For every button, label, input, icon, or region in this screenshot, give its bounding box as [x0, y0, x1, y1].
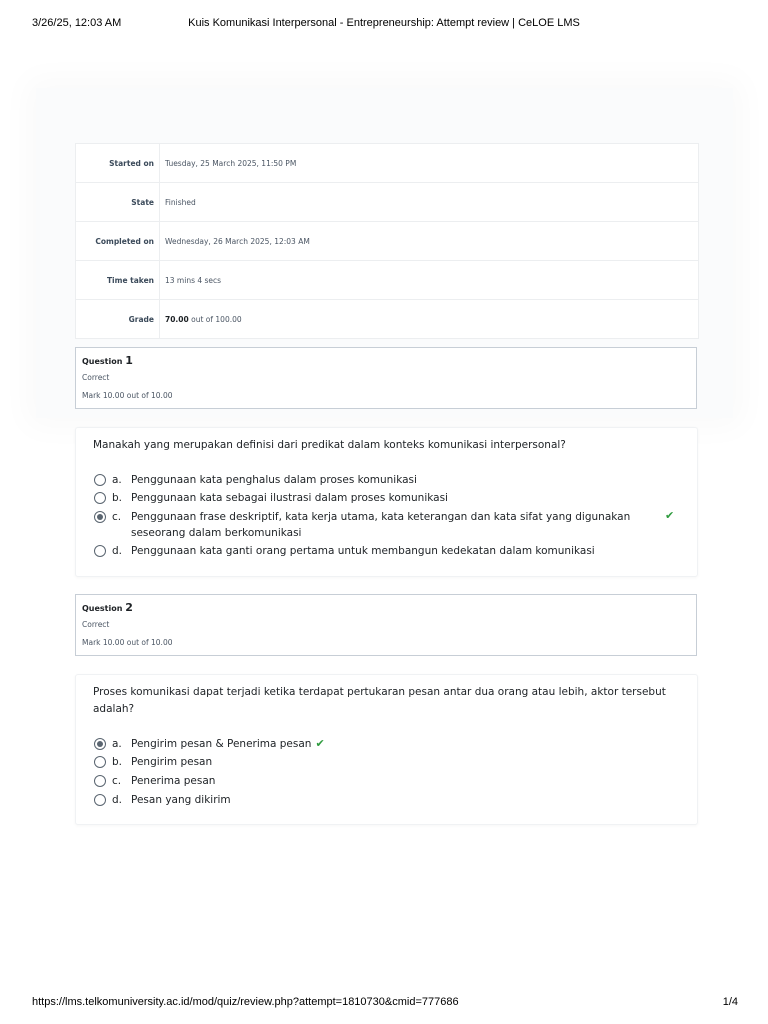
summary-value: 13 mins 4 secs: [165, 275, 222, 285]
answer-option-selected[interactable]: [94, 736, 677, 752]
summary-label: Time taken: [76, 261, 160, 299]
summary-label: State: [76, 183, 160, 221]
check-icon: ✔: [315, 737, 325, 750]
attempt-summary-table: [75, 143, 699, 339]
radio-icon[interactable]: [94, 492, 106, 504]
summary-label: Grade: [76, 300, 160, 338]
summary-label: Started on: [76, 144, 160, 182]
summary-row-grade: [76, 300, 698, 338]
answer-text-wrap: [131, 736, 677, 752]
radio-icon[interactable]: [94, 545, 106, 557]
grade-out-of: out of 100.00: [191, 314, 242, 324]
answer-text: Penggunaan frase deskriptif, kata kerja utama, kata keterangan dan kata sifat yang digunakan seseorang dalam berkomunikasi: [131, 511, 631, 539]
summary-row-state: [76, 183, 698, 222]
answer-letter: a.: [112, 474, 122, 486]
answer-letter: a.: [112, 738, 122, 750]
question-mark: Mark 10.00 out of 10.00: [82, 638, 173, 647]
answer-option[interactable]: [94, 773, 677, 789]
question-mark: Mark 10.00 out of 10.00: [82, 391, 173, 400]
answer-text: Pesan yang dikirim: [131, 794, 231, 806]
radio-icon[interactable]: [94, 775, 106, 787]
question-number: 2: [125, 601, 133, 614]
radio-icon[interactable]: [94, 756, 106, 768]
question-content-1: [75, 427, 698, 577]
answer-text: Pengirim pesan & Penerima pesan: [131, 738, 312, 750]
summary-value: [160, 315, 242, 324]
question-text: Manakah yang merupakan definisi dari predikat dalam konteks komunikasi interpersonal?: [93, 439, 566, 451]
print-datetime: 3/26/25, 12:03 AM: [32, 17, 122, 29]
answer-option-selected[interactable]: [94, 509, 653, 541]
answer-letter: d.: [112, 545, 123, 557]
print-page-number: 1/4: [722, 996, 738, 1008]
answer-text: Penggunaan kata sebagai ilustrasi dalam proses komunikasi: [131, 492, 448, 504]
summary-value: Finished: [165, 197, 196, 207]
answer-option[interactable]: [94, 543, 677, 559]
print-url: https://lms.telkomuniversity.ac.id/mod/quiz/review.php?attempt=1810730&cmid=777686: [32, 996, 459, 1008]
check-icon: ✔: [665, 509, 675, 522]
question-state: Correct: [82, 620, 110, 629]
question-content-2: [75, 674, 698, 825]
answer-text: Penerima pesan: [131, 775, 216, 787]
question-title: [82, 601, 133, 614]
answer-option[interactable]: [94, 472, 677, 488]
answer-option[interactable]: [94, 490, 677, 506]
question-title: [82, 354, 133, 367]
grade-value: 70.00: [165, 314, 189, 324]
question-info-2: [75, 594, 697, 656]
answer-option[interactable]: [94, 754, 677, 770]
summary-row-completed: [76, 222, 698, 261]
question-state: Correct: [82, 373, 110, 382]
question-label: Question: [82, 357, 123, 366]
print-page-title: Kuis Komunikasi Interpersonal - Entrepreneurship: Attempt review | CeLOE LMS: [188, 17, 580, 29]
summary-label: Completed on: [76, 222, 160, 260]
answer-letter: d.: [112, 794, 123, 806]
answer-text: Penggunaan kata penghalus dalam proses komunikasi: [131, 474, 417, 486]
summary-row-started: [76, 144, 698, 183]
answer-letter: c.: [112, 511, 122, 523]
answer-letter: b.: [112, 756, 123, 768]
answer-letter: b.: [112, 492, 123, 504]
question-label: Question: [82, 604, 123, 613]
radio-icon[interactable]: [94, 511, 106, 523]
question-number: 1: [125, 354, 133, 367]
answer-text: Pengirim pesan: [131, 756, 213, 768]
summary-value: Wednesday, 26 March 2025, 12:03 AM: [165, 236, 310, 246]
answer-letter: c.: [112, 775, 122, 787]
question-info-1: [75, 347, 697, 409]
summary-row-time-taken: [76, 261, 698, 300]
answer-text: Penggunaan kata ganti orang pertama untuk membangun kedekatan dalam komunikasi: [131, 545, 595, 557]
radio-icon[interactable]: [94, 794, 106, 806]
radio-icon[interactable]: [94, 738, 106, 750]
answer-option[interactable]: [94, 792, 677, 808]
summary-value: Tuesday, 25 March 2025, 11:50 PM: [165, 158, 297, 168]
radio-icon[interactable]: [94, 474, 106, 486]
question-text: Proses komunikasi dapat terjadi ketika terdapat pertukaran pesan antar dua orang atau lebih, aktor tersebut adalah?: [93, 686, 666, 715]
